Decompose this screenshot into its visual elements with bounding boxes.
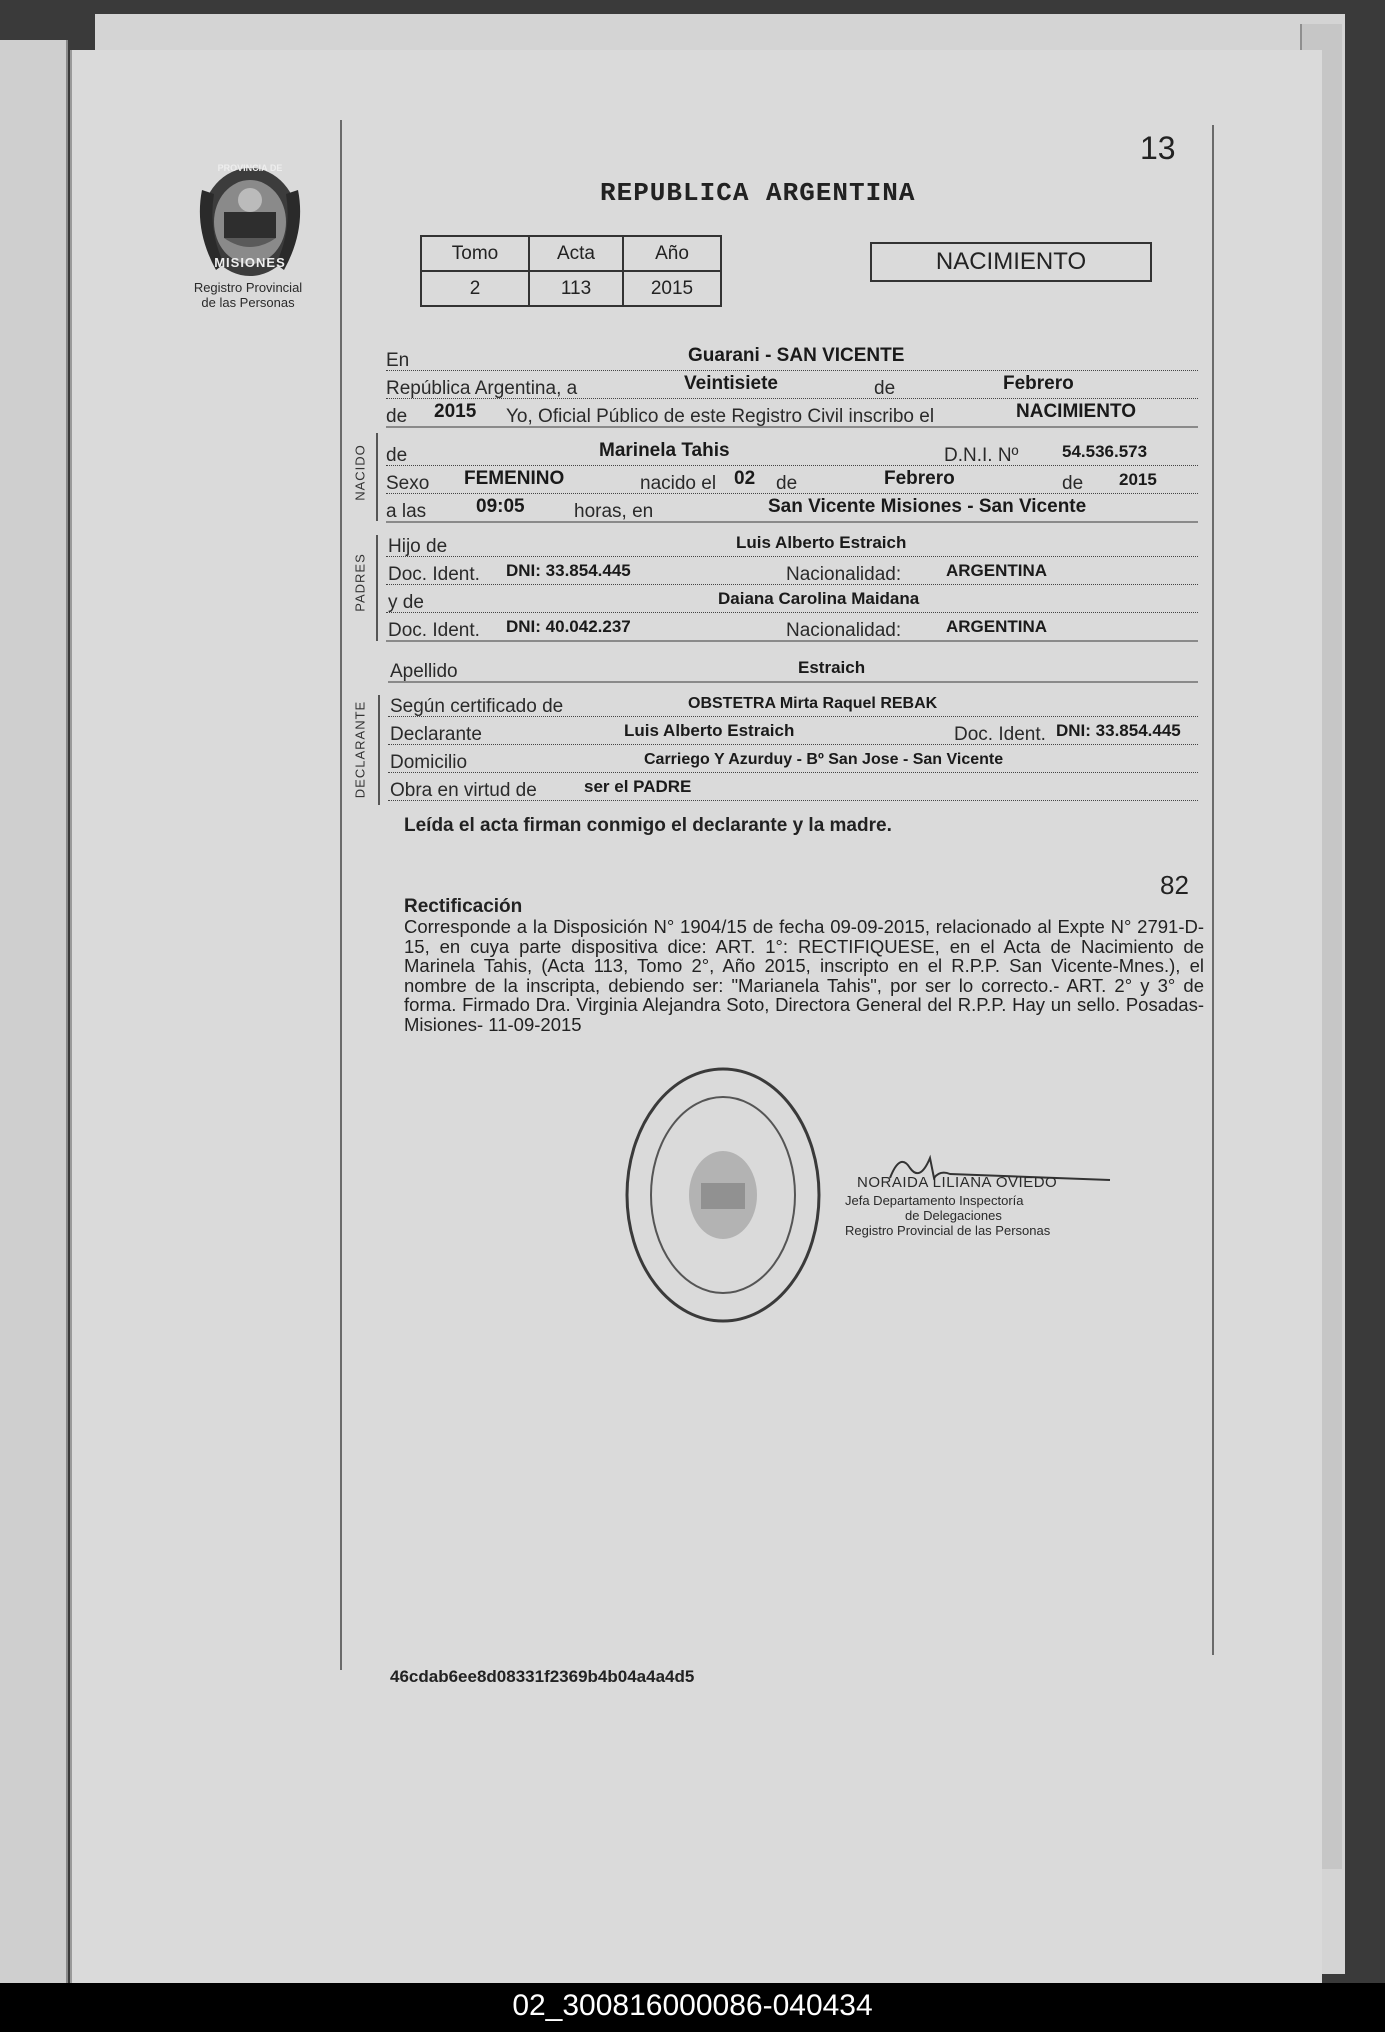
signatory-title-line2: de Delegaciones <box>905 1208 1002 1223</box>
row-domicilio <box>388 744 1198 773</box>
registry-header-tomo: Tomo <box>421 236 529 271</box>
value-lugar-registro: Guarani - SAN VICENTE <box>688 345 905 366</box>
rectificacion-body: Corresponde a la Disposición N° 1904/15 de fecha 09-09-2015, relacionado al Expte N° 2791-D-15, en cuya parte dispositiva dice: ART. 1°: RECTIFIQUESE, en el Acta de Nacimiento de Marinela Tahis, (Acta 113, Tomo 2°, Año 2015, inscripto en el R.P.P. San Vicente-Mnes.), el nombre de la inscripta, debiendo ser: "Marianela Tahis", por ser lo correcto.- ART. 2° y 3° de forma. Firmado Dra. Virginia Alejandra Soto, Directora General del R.P.P. Hay un sello. Posadas- Misiones- 11-09-2015 <box>404 916 1204 1035</box>
row-nacido-hora <box>386 493 1198 523</box>
value-padre-nacionalidad: ARGENTINA <box>946 561 1048 580</box>
value-hora: 09:05 <box>476 496 525 517</box>
label-y-de: y de <box>388 592 424 613</box>
label-sexo: Sexo <box>386 473 430 494</box>
registry-header-acta: Acta <box>529 236 623 271</box>
value-madre-nacionalidad: ARGENTINA <box>946 617 1048 636</box>
label-domicilio: Domicilio <box>390 752 468 773</box>
label-a-las: a las <box>386 501 427 522</box>
label-hijo-de: Hijo de <box>388 536 448 557</box>
value-dia-nacimiento: 02 <box>734 468 756 489</box>
row-en <box>386 342 1198 371</box>
signatory-name: NORAIDA LILIANA OVIEDO <box>857 1174 1058 1191</box>
value-sexo: FEMENINO <box>464 468 565 489</box>
label-de-nombre: de <box>386 445 408 466</box>
label-apellido: Apellido <box>390 661 458 682</box>
padres-bracket <box>376 535 378 641</box>
signature-block <box>835 1148 1065 1240</box>
label-de2: de <box>386 406 408 427</box>
declarante-bracket <box>378 695 380 805</box>
nacido-bracket <box>376 433 378 521</box>
value-inscribo: NACIMIENTO <box>1016 401 1136 422</box>
value-declarante-doc: DNI: 33.854.445 <box>1056 721 1181 740</box>
row-madre-doc <box>386 612 1198 642</box>
previous-page-edge <box>0 40 68 2000</box>
logo-top-text: PROVINCIA DE <box>217 163 283 173</box>
label-yo-oficial: Yo, Oficial Público de este Registro Civil inscribo el <box>506 406 935 427</box>
value-domicilio: Carriego Y Azurduy - Bº San Jose - San Vicente <box>644 751 1004 768</box>
row-apellido <box>388 653 1198 683</box>
logo-caption-line1: Registro Provincial <box>193 280 303 295</box>
row-hijo-de <box>386 528 1198 557</box>
label-republica: República Argentina, a <box>386 378 578 399</box>
label-obra-en-virtud: Obra en virtud de <box>390 780 537 801</box>
right-margin-line <box>1212 125 1214 1655</box>
value-dia-registro: Veintisiete <box>684 373 778 394</box>
value-certificado: OBSTETRA Mirta Raquel REBAK <box>688 695 938 712</box>
value-anio-registro: 2015 <box>434 401 477 422</box>
act-type-box: NACIMIENTO <box>870 242 1152 282</box>
footer-document-id: 02_300816000086-040434 <box>512 1989 873 2022</box>
label-doc-ident-declarante: Doc. Ident. <box>954 724 1046 745</box>
page-number: 13 <box>1140 130 1176 166</box>
label-de-anio: de <box>1062 473 1084 494</box>
label-doc-ident-padre: Doc. Ident. <box>388 564 480 585</box>
row-nacido-sexo <box>386 465 1198 494</box>
row-nacido-nombre <box>386 437 1198 466</box>
document-hash: 46cdab6ee8d08331f2369b4b04a4a4d5 <box>390 1667 695 1686</box>
left-margin-line <box>340 120 342 1670</box>
value-madre-doc: DNI: 40.042.237 <box>506 617 631 636</box>
rectificacion-title: Rectificación <box>404 896 523 917</box>
label-nacionalidad-madre: Nacionalidad: <box>786 620 902 641</box>
closing-statement: Leída el acta firman conmigo el declarante y la madre. <box>404 815 892 836</box>
logo-caption-line2: de las Personas <box>201 295 295 310</box>
value-anio-nacimiento: 2015 <box>1119 470 1157 489</box>
note-number: 82 <box>1160 870 1189 900</box>
row-obra <box>388 772 1198 801</box>
value-apellido: Estraich <box>798 658 866 677</box>
label-en: En <box>386 350 410 371</box>
row-republica <box>386 370 1198 399</box>
row-y-de <box>386 584 1198 613</box>
row-declarante <box>388 716 1198 745</box>
registry-value-anio: 2015 <box>623 271 721 306</box>
label-declarante: Declarante <box>390 724 482 745</box>
value-padre: Luis Alberto Estraich <box>736 533 907 552</box>
value-madre: Daiana Carolina Maidana <box>718 589 920 608</box>
side-label-nacido: NACIDO <box>352 444 368 501</box>
value-padre-doc: DNI: 33.854.445 <box>506 561 631 580</box>
label-doc-ident-madre: Doc. Ident. <box>388 620 480 641</box>
side-label-padres: PADRES <box>352 553 368 612</box>
logo-name: MISIONES <box>214 255 286 270</box>
label-de: de <box>874 378 896 399</box>
label-horas-en: horas, en <box>574 501 654 522</box>
logo-caption <box>168 280 328 310</box>
label-nacionalidad-padre: Nacionalidad: <box>786 564 902 585</box>
label-dni: D.N.I. Nº <box>944 445 1019 466</box>
signatory-title-line3: Registro Provincial de las Personas <box>845 1223 1051 1238</box>
registry-table <box>420 235 722 307</box>
value-mes-registro: Febrero <box>1003 373 1074 394</box>
value-lugar-nacimiento: San Vicente Misiones - San Vicente <box>768 496 1087 517</box>
document-title: REPUBLICA ARGENTINA <box>600 178 916 208</box>
row-yo <box>386 398 1198 428</box>
side-label-declarante: DECLARANTE <box>352 700 368 799</box>
registry-value-acta: 113 <box>529 271 623 306</box>
registry-seal-stamp <box>623 1065 823 1325</box>
value-dni-nacido: 54.536.573 <box>1062 442 1148 461</box>
row-certificado <box>388 688 1198 717</box>
label-de-mes: de <box>776 473 798 494</box>
registry-value-tomo: 2 <box>421 271 529 306</box>
label-segun-certificado: Según certificado de <box>390 696 564 717</box>
value-nombre-nacido: Marinela Tahis <box>599 440 730 461</box>
registry-header-anio: Año <box>623 236 721 271</box>
value-obra: ser el PADRE <box>584 777 692 796</box>
value-declarante: Luis Alberto Estraich <box>624 721 795 740</box>
signatory-title-line1: Jefa Departamento Inspectoría <box>845 1193 1024 1208</box>
label-nacido-el: nacido el <box>640 473 717 494</box>
row-padre-doc <box>386 556 1198 585</box>
value-mes-nacimiento: Febrero <box>884 468 955 489</box>
